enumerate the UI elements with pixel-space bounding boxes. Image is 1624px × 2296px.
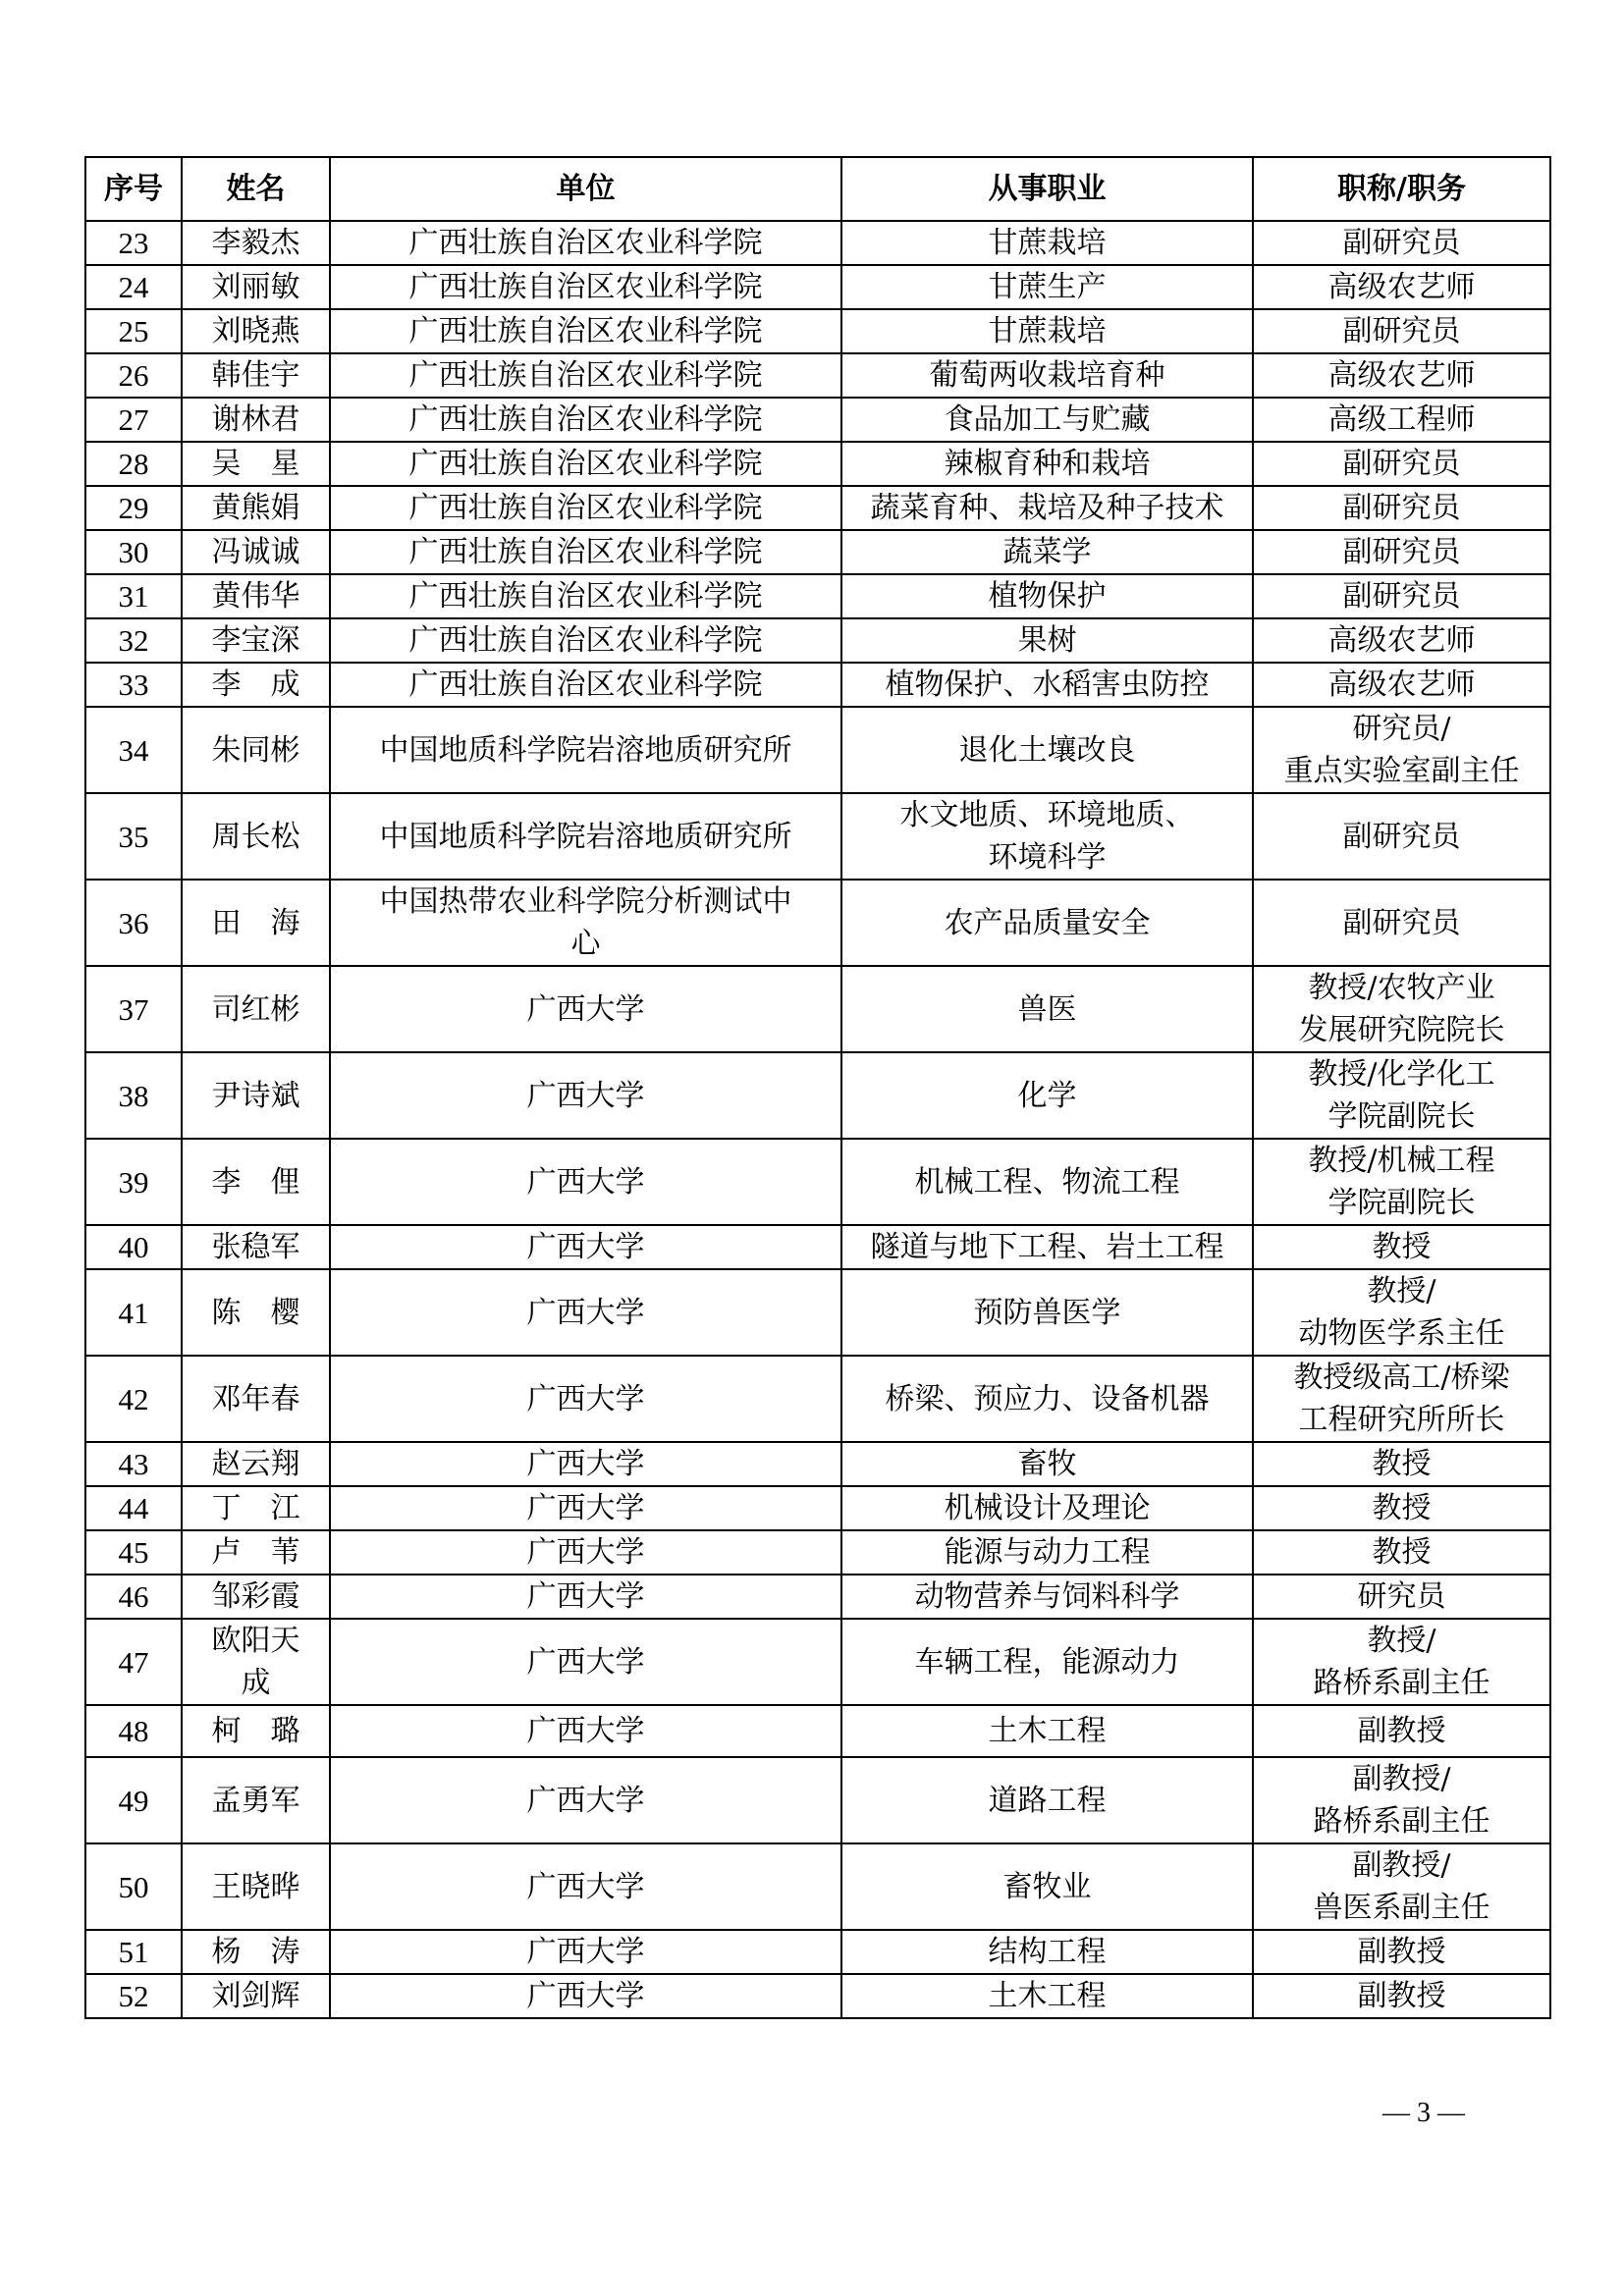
cell-title [1253, 1530, 1550, 1575]
cell-occupation-line: 退化土壤改良 [958, 732, 1136, 768]
cell-occupation [841, 663, 1253, 707]
cell-occupation [841, 793, 1253, 880]
cell-name: 卢 苇 [182, 1530, 330, 1575]
cell-unit-line: 广西大学 [526, 1295, 645, 1330]
cell-seq: 50 [85, 1843, 182, 1930]
cell-occupation [841, 1705, 1253, 1757]
cell-seq: 48 [85, 1705, 182, 1757]
cell-title [1253, 442, 1550, 486]
table-row [85, 1052, 1550, 1139]
cell-occupation-line: 果树 [1017, 623, 1077, 658]
cell-title [1253, 1356, 1550, 1442]
cell-unit-line: 心 [570, 927, 601, 961]
cell-occupation-line: 兽医 [1017, 991, 1077, 1027]
cell-title-line: 高级农艺师 [1327, 667, 1476, 702]
cell-title-line: 路桥系副主任 [1313, 1804, 1490, 1839]
cell-title [1253, 1225, 1550, 1269]
cell-title-line: 动物医学系主任 [1298, 1316, 1505, 1351]
cell-unit-line: 广西大学 [526, 1447, 645, 1481]
cell-seq: 41 [85, 1269, 182, 1356]
table-row [85, 309, 1550, 353]
cell-occupation-line: 甘蔗栽培 [988, 314, 1107, 348]
cell-title-line: 教授/ [1367, 1624, 1436, 1658]
cell-seq: 39 [85, 1139, 182, 1225]
cell-unit [330, 1139, 841, 1225]
cell-seq: 42 [85, 1356, 182, 1442]
cell-unit [330, 1843, 841, 1930]
cell-occupation-line: 土木工程 [988, 1714, 1107, 1748]
cell-seq: 25 [85, 309, 182, 353]
cell-unit-line: 广西大学 [526, 1164, 645, 1200]
table-row [85, 1974, 1550, 2018]
cell-name: 刘剑辉 [182, 1974, 330, 2018]
cell-occupation [841, 1225, 1253, 1269]
cell-seq: 31 [85, 574, 182, 618]
cell-occupation [841, 1052, 1253, 1139]
cell-title [1253, 1442, 1550, 1486]
cell-seq: 34 [85, 707, 182, 793]
table-row [85, 1575, 1550, 1619]
cell-name: 周长松 [182, 793, 330, 880]
cell-occupation-line: 蔬菜学 [1002, 535, 1092, 569]
cell-name: 张稳军 [182, 1225, 330, 1269]
cell-seq: 32 [85, 618, 182, 663]
cell-name: 邹彩霞 [182, 1575, 330, 1619]
cell-unit-line: 中国地质科学院岩溶地质研究所 [379, 732, 792, 768]
cell-seq: 45 [85, 1530, 182, 1575]
cell-title-line: 兽医系副主任 [1313, 1891, 1490, 1925]
cell-occupation [841, 398, 1253, 442]
cell-title [1253, 966, 1550, 1052]
cell-title-line: 副教授/ [1352, 1762, 1451, 1796]
cell-seq: 28 [85, 442, 182, 486]
cell-seq: 40 [85, 1225, 182, 1269]
cell-occupation [841, 265, 1253, 309]
cell-unit-line: 广西壮族自治区农业科学院 [408, 535, 763, 569]
header-seq: 序号 [85, 157, 182, 221]
cell-name [182, 1619, 330, 1705]
table-row [85, 1757, 1550, 1843]
cell-title [1253, 663, 1550, 707]
cell-name: 刘丽敏 [182, 265, 330, 309]
cell-occupation [841, 221, 1253, 265]
cell-unit-line: 广西大学 [526, 1644, 645, 1680]
cell-seq: 43 [85, 1442, 182, 1486]
cell-name: 柯 璐 [182, 1705, 330, 1757]
cell-title [1253, 1269, 1550, 1356]
cell-occupation-line: 动物营养与饲料科学 [914, 1579, 1180, 1614]
cell-title [1253, 486, 1550, 530]
cell-unit-line: 广西大学 [526, 1935, 645, 1969]
cell-title-line: 副研究员 [1342, 491, 1461, 525]
cell-unit-line: 广西大学 [526, 991, 645, 1027]
table-row [85, 1486, 1550, 1530]
cell-name: 韩佳宇 [182, 353, 330, 398]
cell-name: 黄熊娟 [182, 486, 330, 530]
cell-unit [330, 1619, 841, 1705]
cell-title-line: 副研究员 [1342, 314, 1461, 348]
cell-title [1253, 530, 1550, 574]
cell-title [1253, 793, 1550, 880]
cell-unit-line: 广西壮族自治区农业科学院 [408, 226, 763, 260]
cell-seq: 49 [85, 1757, 182, 1843]
cell-unit-line: 广西大学 [526, 1714, 645, 1748]
header-occupation: 从事职业 [841, 157, 1253, 221]
cell-title-line: 高级农艺师 [1327, 270, 1476, 304]
cell-title-line: 副研究员 [1342, 226, 1461, 260]
cell-name: 丁 江 [182, 1486, 330, 1530]
cell-unit [330, 1705, 841, 1757]
cell-occupation-line: 道路工程 [988, 1783, 1107, 1818]
cell-seq: 37 [85, 966, 182, 1052]
cell-occupation-line: 预防兽医学 [973, 1295, 1121, 1330]
cell-name: 李 俚 [182, 1139, 330, 1225]
cell-unit [330, 1269, 841, 1356]
cell-title-line: 教授/化学化工 [1308, 1057, 1495, 1092]
cell-name: 陈 樱 [182, 1269, 330, 1356]
cell-unit [330, 1757, 841, 1843]
cell-occupation [841, 353, 1253, 398]
cell-title-line: 发展研究院院长 [1298, 1013, 1505, 1047]
cell-name: 李毅杰 [182, 221, 330, 265]
cell-unit [330, 1974, 841, 2018]
page-number: — 3 — [1382, 2098, 1465, 2128]
cell-unit [330, 618, 841, 663]
table-row [85, 1930, 1550, 1974]
cell-unit [330, 486, 841, 530]
table-row [85, 1225, 1550, 1269]
cell-unit-line: 广西壮族自治区农业科学院 [408, 579, 763, 614]
cell-occupation-line: 辣椒育种和栽培 [944, 447, 1151, 481]
cell-unit-line: 广西大学 [526, 1869, 645, 1904]
cell-occupation-line: 车辆工程，能源动力 [914, 1644, 1180, 1680]
cell-occupation [841, 1619, 1253, 1705]
cell-occupation [841, 442, 1253, 486]
table-row [85, 618, 1550, 663]
cell-occupation [841, 618, 1253, 663]
cell-unit-line: 广西大学 [526, 1078, 645, 1113]
cell-seq: 44 [85, 1486, 182, 1530]
cell-occupation [841, 486, 1253, 530]
cell-title-line: 副研究员 [1342, 819, 1461, 854]
cell-unit [330, 663, 841, 707]
cell-seq: 35 [85, 793, 182, 880]
cell-title [1253, 880, 1550, 966]
cell-title-line: 副教授 [1357, 1714, 1446, 1748]
cell-title-line: 副研究员 [1342, 579, 1461, 614]
cell-name: 邓年春 [182, 1356, 330, 1442]
cell-occupation-line: 畜牧业 [1002, 1869, 1092, 1904]
cell-title-line: 工程研究所所长 [1298, 1403, 1505, 1437]
cell-unit [330, 1442, 841, 1486]
cell-title-line: 路桥系副主任 [1313, 1666, 1490, 1700]
cell-unit [330, 793, 841, 880]
cell-unit [330, 1530, 841, 1575]
cell-unit-line: 广西大学 [526, 1230, 645, 1264]
cell-title [1253, 353, 1550, 398]
cell-unit-line: 广西大学 [526, 1783, 645, 1818]
cell-unit [330, 1052, 841, 1139]
table-header-row [85, 157, 1550, 221]
cell-title [1253, 707, 1550, 793]
cell-occupation-line: 水文地质、环境地质、 [899, 798, 1195, 832]
cell-title [1253, 1930, 1550, 1974]
cell-occupation [841, 1356, 1253, 1442]
cell-title-line: 副教授/ [1352, 1848, 1451, 1883]
cell-occupation [841, 707, 1253, 793]
cell-seq: 23 [85, 221, 182, 265]
cell-title-line: 教授/农牧产业 [1308, 971, 1495, 1005]
cell-name-line: 成 [241, 1666, 271, 1700]
cell-name: 赵云翔 [182, 1442, 330, 1486]
cell-unit-line: 中国地质科学院岩溶地质研究所 [379, 819, 792, 854]
cell-unit [330, 1225, 841, 1269]
cell-unit [330, 1930, 841, 1974]
header-unit: 单位 [330, 157, 841, 221]
cell-title [1253, 618, 1550, 663]
cell-unit-line: 广西大学 [526, 1979, 645, 2013]
table-row [85, 1705, 1550, 1757]
cell-occupation [841, 1442, 1253, 1486]
cell-unit [330, 574, 841, 618]
cell-title [1253, 265, 1550, 309]
cell-occupation-line: 能源与动力工程 [944, 1535, 1151, 1570]
cell-name: 杨 涛 [182, 1930, 330, 1974]
cell-occupation [841, 966, 1253, 1052]
cell-title [1253, 1974, 1550, 2018]
cell-name: 吴 星 [182, 442, 330, 486]
header-name: 姓名 [182, 157, 330, 221]
table-row [85, 353, 1550, 398]
cell-occupation-line: 植物保护、水稻害虫防控 [885, 667, 1210, 702]
header-title: 职称/职务 [1253, 157, 1550, 221]
cell-title-line: 教授/机械工程 [1308, 1144, 1495, 1178]
cell-seq: 47 [85, 1619, 182, 1705]
cell-title-line: 研究员/ [1352, 712, 1451, 746]
table-row [85, 1139, 1550, 1225]
cell-name: 孟勇军 [182, 1757, 330, 1843]
table-body [85, 221, 1550, 2018]
table-row [85, 663, 1550, 707]
cell-seq: 46 [85, 1575, 182, 1619]
cell-unit-line: 广西壮族自治区农业科学院 [408, 358, 763, 393]
cell-occupation [841, 1269, 1253, 1356]
cell-occupation-line: 甘蔗生产 [988, 270, 1107, 304]
cell-occupation [841, 1757, 1253, 1843]
cell-occupation-line: 葡萄两收栽培育种 [929, 358, 1165, 393]
cell-title [1253, 1575, 1550, 1619]
cell-occupation [841, 574, 1253, 618]
cell-occupation [841, 1843, 1253, 1930]
cell-occupation-line: 蔬菜育种、栽培及种子技术 [870, 491, 1224, 525]
cell-unit [330, 966, 841, 1052]
table-row [85, 1530, 1550, 1575]
cell-occupation-line: 机械设计及理论 [944, 1491, 1151, 1525]
cell-title [1253, 1139, 1550, 1225]
cell-title [1253, 574, 1550, 618]
cell-title [1253, 1705, 1550, 1757]
cell-title-line: 副教授 [1357, 1935, 1446, 1969]
cell-unit [330, 880, 841, 966]
cell-unit-line: 中国热带农业科学院分析测试中 [379, 884, 792, 919]
cell-unit [330, 265, 841, 309]
cell-name: 冯诚诚 [182, 530, 330, 574]
cell-occupation-line: 农产品质量安全 [944, 905, 1151, 940]
cell-occupation-line: 环境科学 [988, 840, 1107, 875]
cell-title [1253, 309, 1550, 353]
cell-seq: 38 [85, 1052, 182, 1139]
cell-title [1253, 1843, 1550, 1930]
cell-occupation-line: 畜牧 [1017, 1447, 1077, 1481]
cell-unit-line: 广西大学 [526, 1491, 645, 1525]
cell-seq: 27 [85, 398, 182, 442]
cell-unit-line: 广西壮族自治区农业科学院 [408, 402, 763, 437]
table-row [85, 574, 1550, 618]
cell-unit [330, 707, 841, 793]
table-row [85, 486, 1550, 530]
cell-unit [330, 398, 841, 442]
cell-unit [330, 353, 841, 398]
cell-name: 朱同彬 [182, 707, 330, 793]
table-row [85, 1843, 1550, 1930]
cell-occupation-line: 结构工程 [988, 1935, 1107, 1969]
cell-unit-line: 广西壮族自治区农业科学院 [408, 623, 763, 658]
cell-seq: 51 [85, 1930, 182, 1974]
cell-unit-line: 广西大学 [526, 1535, 645, 1570]
cell-title-line: 高级农艺师 [1327, 358, 1476, 393]
cell-title [1253, 398, 1550, 442]
cell-unit [330, 1356, 841, 1442]
cell-occupation [841, 309, 1253, 353]
cell-name: 刘晓燕 [182, 309, 330, 353]
table-row [85, 265, 1550, 309]
personnel-table [84, 156, 1551, 2019]
cell-title-line: 教授/ [1367, 1274, 1436, 1308]
cell-occupation-line: 甘蔗栽培 [988, 226, 1107, 260]
cell-title-line: 学院副院长 [1327, 1099, 1476, 1134]
cell-name: 李宝深 [182, 618, 330, 663]
cell-title [1253, 1052, 1550, 1139]
cell-title [1253, 1757, 1550, 1843]
table-row [85, 880, 1550, 966]
cell-unit-line: 广西大学 [526, 1381, 645, 1416]
cell-title-line: 教授 [1372, 1230, 1432, 1264]
cell-occupation-line: 植物保护 [988, 579, 1107, 614]
cell-title-line: 副教授 [1357, 1979, 1446, 2013]
cell-title-line: 副研究员 [1342, 905, 1461, 940]
table-row [85, 530, 1550, 574]
cell-unit-line: 广西壮族自治区农业科学院 [408, 270, 763, 304]
cell-unit-line: 广西壮族自治区农业科学院 [408, 667, 763, 702]
cell-seq: 36 [85, 880, 182, 966]
cell-seq: 33 [85, 663, 182, 707]
table-row [85, 793, 1550, 880]
cell-seq: 29 [85, 486, 182, 530]
cell-unit [330, 530, 841, 574]
cell-occupation [841, 1930, 1253, 1974]
table-row [85, 1269, 1550, 1356]
cell-name: 尹诗斌 [182, 1052, 330, 1139]
cell-title [1253, 1486, 1550, 1530]
cell-name: 谢林君 [182, 398, 330, 442]
cell-title-line: 重点实验室副主任 [1283, 754, 1520, 788]
cell-name: 田 海 [182, 880, 330, 966]
table-row [85, 221, 1550, 265]
cell-title [1253, 221, 1550, 265]
cell-occupation-line: 隧道与地下工程、岩土工程 [870, 1230, 1224, 1264]
cell-unit [330, 1486, 841, 1530]
cell-title-line: 研究员 [1357, 1579, 1446, 1614]
cell-occupation [841, 1575, 1253, 1619]
cell-title-line: 学院副院长 [1327, 1186, 1476, 1220]
cell-title-line: 高级农艺师 [1327, 623, 1476, 658]
cell-name-line: 欧阳天 [211, 1624, 300, 1658]
cell-occupation-line: 土木工程 [988, 1979, 1107, 2013]
cell-title-line: 副研究员 [1342, 535, 1461, 569]
cell-unit [330, 309, 841, 353]
cell-title-line: 副研究员 [1342, 447, 1461, 481]
cell-seq: 52 [85, 1974, 182, 2018]
table-row [85, 1442, 1550, 1486]
cell-unit [330, 442, 841, 486]
cell-title-line: 教授 [1372, 1491, 1432, 1525]
table-row [85, 966, 1550, 1052]
cell-unit-line: 广西壮族自治区农业科学院 [408, 314, 763, 348]
cell-occupation [841, 880, 1253, 966]
cell-title-line: 教授 [1372, 1535, 1432, 1570]
cell-occupation [841, 530, 1253, 574]
cell-seq: 30 [85, 530, 182, 574]
cell-unit-line: 广西大学 [526, 1579, 645, 1614]
cell-occupation [841, 1974, 1253, 2018]
cell-title-line: 教授级高工/桥梁 [1293, 1361, 1510, 1395]
cell-occupation-line: 机械工程、物流工程 [914, 1164, 1180, 1200]
table-row [85, 1619, 1550, 1705]
cell-title-line: 教授 [1372, 1447, 1432, 1481]
table-row [85, 707, 1550, 793]
table-row [85, 442, 1550, 486]
cell-unit [330, 1575, 841, 1619]
table-row [85, 398, 1550, 442]
table-row [85, 1356, 1550, 1442]
cell-title-line: 高级工程师 [1327, 402, 1476, 437]
cell-name: 王晓晔 [182, 1843, 330, 1930]
cell-occupation [841, 1486, 1253, 1530]
cell-occupation-line: 化学 [1017, 1078, 1077, 1113]
cell-unit [330, 221, 841, 265]
cell-unit-line: 广西壮族自治区农业科学院 [408, 491, 763, 525]
cell-unit-line: 广西壮族自治区农业科学院 [408, 447, 763, 481]
cell-name: 司红彬 [182, 966, 330, 1052]
cell-seq: 24 [85, 265, 182, 309]
cell-seq: 26 [85, 353, 182, 398]
cell-occupation-line: 桥梁、预应力、设备机器 [885, 1381, 1210, 1416]
cell-name: 李 成 [182, 663, 330, 707]
cell-name: 黄伟华 [182, 574, 330, 618]
cell-occupation-line: 食品加工与贮藏 [944, 402, 1151, 437]
cell-occupation [841, 1530, 1253, 1575]
cell-title [1253, 1619, 1550, 1705]
cell-occupation [841, 1139, 1253, 1225]
